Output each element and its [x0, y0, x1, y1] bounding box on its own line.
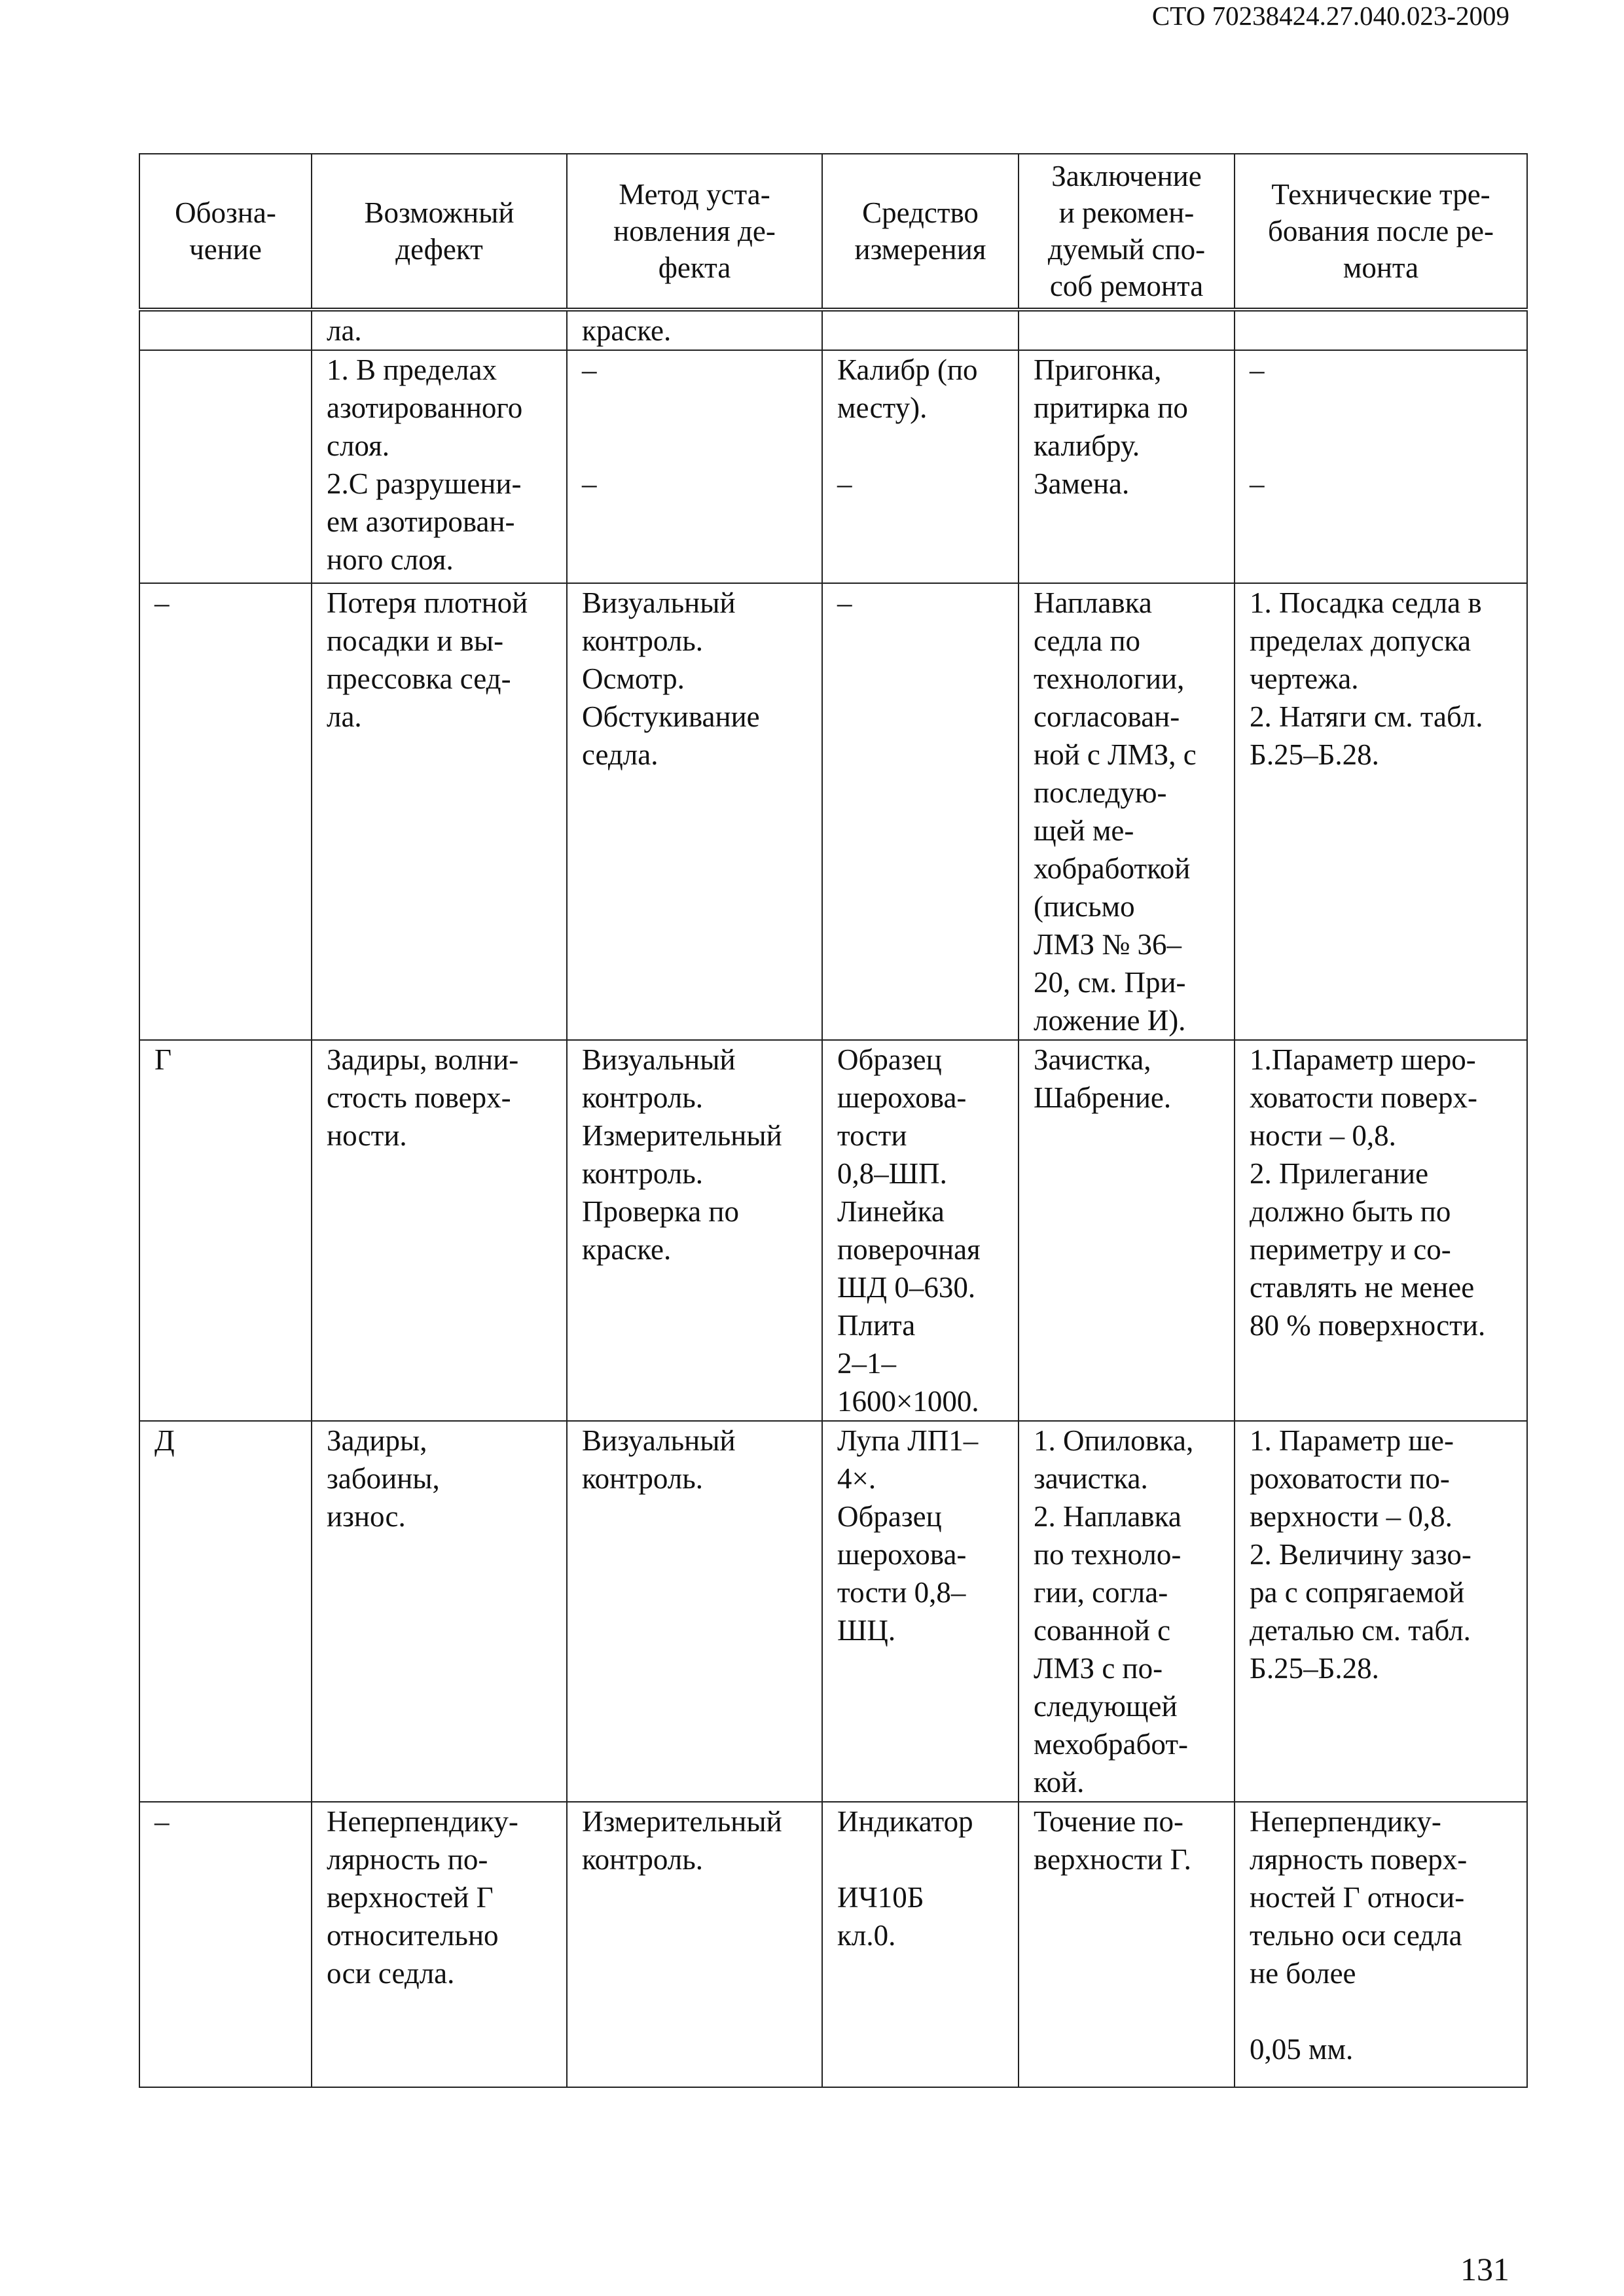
table-cell: 1. В пределах азотированного слоя. 2.С разрушени- ем азотирован- ного слоя. [312, 350, 567, 583]
defects-table [139, 153, 1528, 2088]
column-header: Средство измерения [822, 154, 1019, 310]
column-header: Технические тре- бования после ре- монта [1235, 154, 1527, 310]
table-cell: – [822, 583, 1019, 1040]
page-number: 131 [1460, 2251, 1509, 2287]
table-cell: Неперпендику- лярность поверх- ностей Г относи- тельно оси седла не более 0,05 мм. [1235, 1802, 1527, 2087]
table-row [139, 1040, 1527, 1421]
table-cell: Визуальный контроль. Измерительный контроль. Проверка по краске. [567, 1040, 822, 1421]
column-header: Метод уста- новления де- фекта [567, 154, 822, 310]
table-cell: Задиры, волни- стость поверх- ности. [312, 1040, 567, 1421]
table-cell: Калибр (по месту). – [822, 350, 1019, 583]
table-cell: Индикатор ИЧ10Б кл.0. [822, 1802, 1019, 2087]
table-cell: Д [139, 1421, 312, 1802]
table-cell: 1. Параметр ше- роховатости по- верхности – 0,8. 2. Величину зазо- ра с сопрягаемой деталью см. табл. Б.25–Б.28. [1235, 1421, 1527, 1802]
table-cell: – [139, 1802, 312, 2087]
column-header: Возможный дефект [312, 154, 567, 310]
table-cell: 1. Посадка седла в пределах допуска чертежа. 2. Натяги см. табл. Б.25–Б.28. [1235, 583, 1527, 1040]
table-cell: – – [1235, 350, 1527, 583]
table-cell: Потеря плотной посадки и вы- прессовка сед- ла. [312, 583, 567, 1040]
table-cell: краске. [567, 310, 822, 350]
table-cell: Зачистка, Шабрение. [1019, 1040, 1235, 1421]
table-row [139, 1802, 1527, 2087]
column-header: Заключение и рекомен- дуемый спо- соб ремонта [1019, 154, 1235, 310]
document-code: СТО 70238424.27.040.023-2009 [1151, 1, 1509, 31]
table-cell: – [139, 583, 312, 1040]
table-cell: Г [139, 1040, 312, 1421]
table-row [139, 1421, 1527, 1802]
table-cell: Визуальный контроль. [567, 1421, 822, 1802]
table-cell [139, 350, 312, 583]
table-cell: Неперпендику- лярность по- верхностей Г относительно оси седла. [312, 1802, 567, 2087]
table-cell: ла. [312, 310, 567, 350]
table-cell: 1.Параметр шеро- ховатости поверх- ности – 0,8. 2. Прилегание должно быть по периметру и со- ставлять не менее 80 % поверхности. [1235, 1040, 1527, 1421]
table-cell: – – [567, 350, 822, 583]
table-header-row [139, 154, 1527, 310]
table-cell: Точение по- верхности Г. [1019, 1802, 1235, 2087]
table-cell: Задиры, забоины, износ. [312, 1421, 567, 1802]
table-cell [139, 310, 312, 350]
table-cell: Измерительный контроль. [567, 1802, 822, 2087]
table-cell: Пригонка, притирка по калибру. Замена. [1019, 350, 1235, 583]
table-cell: 1. Опиловка, зачистка. 2. Наплавка по техноло- гии, согла- сованной с ЛМЗ с по- следующей мехобработ- кой. [1019, 1421, 1235, 1802]
table-cell [1019, 310, 1235, 350]
column-header: Обозна- чение [139, 154, 312, 310]
table-cell [1235, 310, 1527, 350]
table-cell: Наплавка седла по технологии, согласован- ной с ЛМЗ, с последую- щей ме- хобработкой (письмо ЛМЗ № 36– 20, см. При- ложение И). [1019, 583, 1235, 1040]
table-row [139, 350, 1527, 583]
table-cell: Лупа ЛП1– 4×. Образец шерохова- тости 0,8– ШЦ. [822, 1421, 1019, 1802]
table-row [139, 310, 1527, 350]
table-cell: Визуальный контроль. Осмотр. Обстукивание седла. [567, 583, 822, 1040]
table-cell [822, 310, 1019, 350]
table-row [139, 583, 1527, 1040]
table-cell: Образец шерохова- тости 0,8–ШП. Линейка поверочная ШД 0–630. Плита 2–1– 1600×1000. [822, 1040, 1019, 1421]
